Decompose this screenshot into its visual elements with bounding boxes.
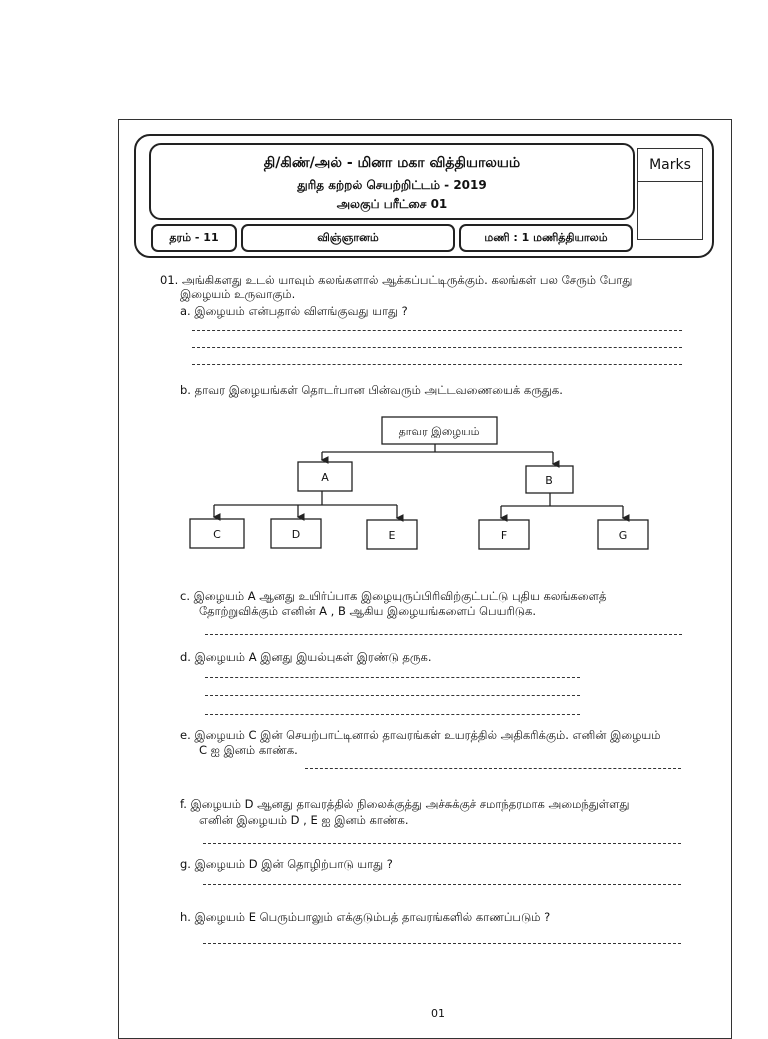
answer-line bbox=[192, 364, 682, 365]
page-number: 01 bbox=[431, 1007, 445, 1020]
answer-line bbox=[205, 714, 580, 715]
exam-name: அலகுப் பரீட்சை 01 bbox=[336, 197, 448, 211]
label-root: தாவர இழையம் bbox=[398, 425, 480, 438]
label-D: D bbox=[291, 528, 301, 541]
marks-box bbox=[637, 148, 703, 240]
question-e: e. இழையம் C இன் செயற்பாட்டினால் தாவரங்கள் உயரத்தில் அதிகரிக்கும். எனின் இழையம் bbox=[180, 728, 661, 742]
title-box bbox=[149, 143, 635, 220]
answer-line bbox=[192, 330, 682, 331]
label-A: A bbox=[321, 471, 329, 484]
question-intro: 01. அங்கிகளது உடல் யாவும் கலங்களால் ஆக்கப்பட்டிருக்கும். கலங்கள் பல சேரும் போது bbox=[160, 273, 633, 287]
school-name: தி/கிண்/அல் - மினா மகா வித்தியாலயம் bbox=[263, 155, 521, 171]
question-a: a. இழையம் என்பதால் விளங்குவது யாது ? bbox=[180, 304, 408, 318]
question-intro-cont: இழையம் உருவாகும். bbox=[180, 287, 296, 301]
question-f-cont: எனின் இழையம் D , E ஐ இனம் காண்க. bbox=[199, 813, 409, 827]
tissue-hierarchy-diagram bbox=[185, 412, 665, 552]
question-g: g. இழையம் D இன் தொழிற்பாடு யாது ? bbox=[180, 857, 393, 871]
duration-box: மணி : 1 மணித்தியாலம் bbox=[459, 224, 633, 252]
label-C: C bbox=[213, 528, 221, 541]
question-e-cont: C ஐ இனம் காண்க. bbox=[199, 743, 298, 757]
question-h: h. இழையம் E பெரும்பாலும் எக்குடும்பத் தாவரங்களில் காணப்படும் ? bbox=[180, 910, 551, 924]
question-b: b. தாவர இழையங்கள் தொடர்பான பின்வரும் அட்டவணையைக் கருதுக. bbox=[180, 383, 563, 397]
answer-line bbox=[203, 884, 681, 885]
question-c: c. இழையம் A ஆனது உயிர்ப்பாக இழையுருப்பிரிவிற்குட்பட்டு புதிய கலங்களைத் bbox=[180, 589, 607, 603]
label-F: F bbox=[500, 529, 508, 542]
subject-box: விஞ்ஞானம் bbox=[241, 224, 455, 252]
question-c-cont: தோற்றுவிக்கும் எனின் A , B ஆகிய இழையங்களைப் பெயரிடுக. bbox=[199, 604, 537, 618]
question-d: d. இழையம் A இனது இயல்புகள் இரண்டு தருக. bbox=[180, 650, 432, 664]
label-G: G bbox=[618, 529, 628, 542]
answer-line bbox=[203, 943, 681, 944]
marks-label: Marks bbox=[638, 149, 702, 182]
program-name: துரித கற்றல் செயற்றிட்டம் - 2019 bbox=[297, 178, 487, 192]
grade-box: தரம் - 11 bbox=[151, 224, 237, 252]
label-E: E bbox=[388, 529, 396, 542]
question-f: f. இழையம் D ஆனது தாவரத்தில் நிலைக்குத்து அச்சுக்குச் சமாந்தரமாக அமைந்துள்ளது bbox=[180, 797, 630, 811]
answer-line bbox=[305, 768, 681, 769]
answer-line bbox=[203, 843, 681, 844]
label-B: B bbox=[545, 474, 553, 487]
answer-line bbox=[205, 677, 580, 678]
answer-line bbox=[205, 634, 682, 635]
answer-line bbox=[205, 695, 580, 696]
answer-line bbox=[192, 347, 682, 348]
